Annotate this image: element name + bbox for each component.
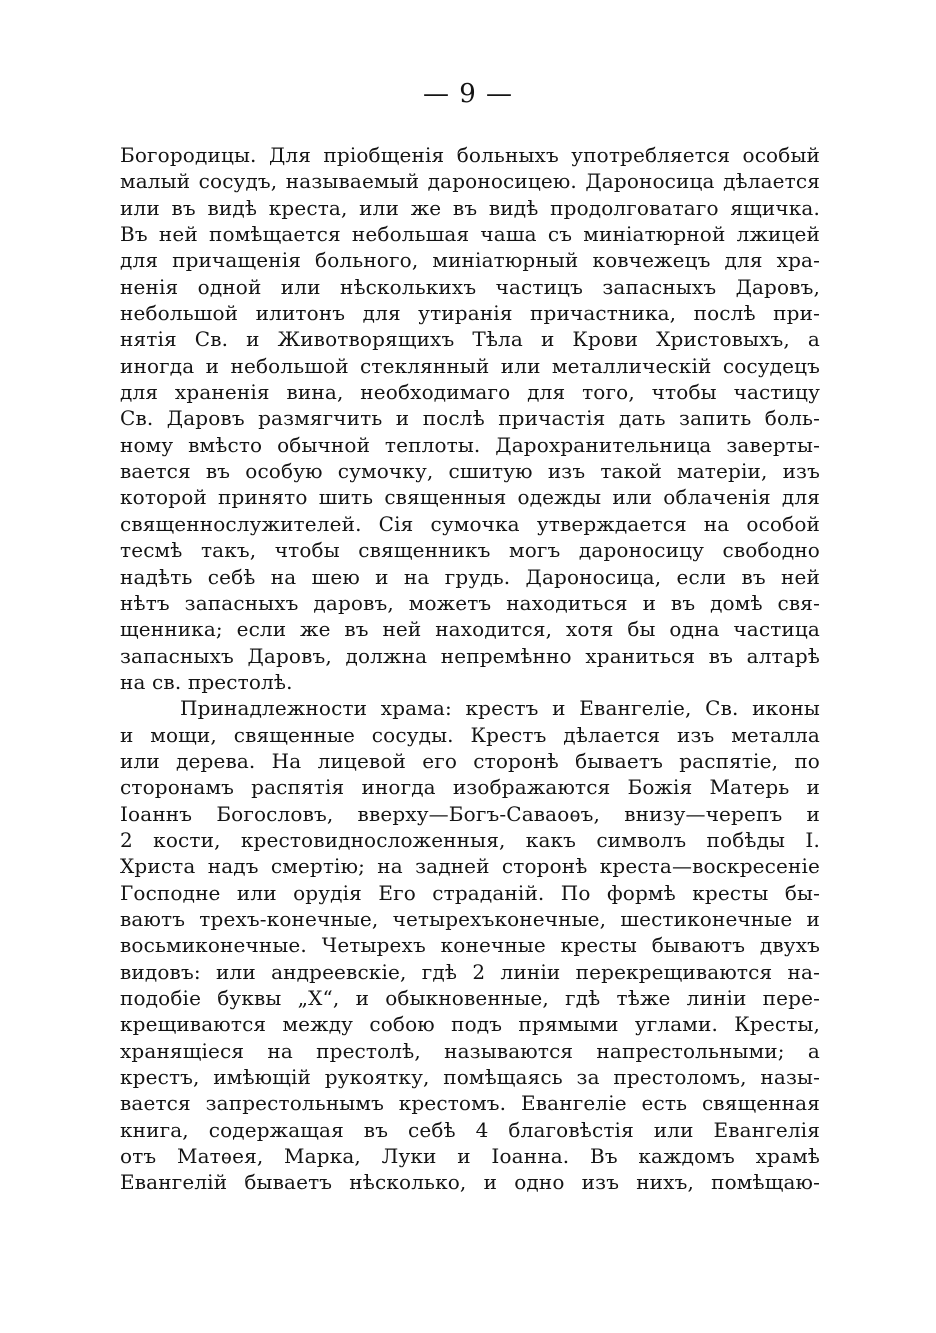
text-line: вается въ особую сумочку, сшитую изъ такой матеріи, изъ <box>120 459 820 484</box>
page-number: — 9 — <box>422 79 514 109</box>
text-line: иногда и небольшой стеклянный или металлическій сосудецъ <box>120 353 820 378</box>
text-line: запасныхъ Даровъ, должна непремѣнно храниться въ алтарѣ <box>120 643 820 668</box>
text-line: ненія одной или нѣсколькихъ частицъ запасныхъ Даровъ, <box>120 274 820 299</box>
text-line: книга, содержащая въ себѣ 4 благовѣстія или Евангелія <box>120 1117 820 1142</box>
text-line: нятія Св. и Животворящихъ Тѣла и Крови Христовыхъ, а <box>120 327 820 352</box>
text-line: Евангелій бываетъ нѣсколько, и одно изъ нихъ, помѣщаю- <box>120 1170 820 1195</box>
text-line: Въ ней помѣщается небольшая чаша съ миніатюрной лжицей <box>120 222 820 247</box>
text-line: восьмиконечные. Четырехъ конечные кресты бываютъ двухъ <box>120 933 820 958</box>
text-line: и мощи, священные сосуды. Крестъ дѣлается изъ металла <box>120 722 820 747</box>
text-line: для храненія вина, необходимаго для того, чтобы частицу <box>120 380 820 405</box>
text-line: Принадлежности храма: крестъ и Евангеліе, Св. иконы <box>180 696 820 721</box>
text-line: для причащенія больного, миніатюрный ковчежецъ для хра- <box>120 248 820 273</box>
text-line: или дерева. На лицевой его сторонѣ бываетъ распятіе, по <box>120 748 820 773</box>
text-line: подобіе буквы „Х“, и обыкновенные, гдѣ тѣже линіи пере- <box>120 986 820 1010</box>
text-line: 2 кости, крестовидносложенныя, какъ символъ побѣды І. <box>120 827 820 852</box>
text-line: нѣтъ запасныхъ даровъ, можетъ находиться и въ домѣ свя- <box>120 590 820 615</box>
text-line: небольшой илитонъ для утиранія причастника, послѣ при- <box>120 301 820 326</box>
paragraph-1 <box>120 142 820 695</box>
text-line: которой принято шить священныя одежды или облаченія для <box>120 485 820 510</box>
text-line: крестъ, имѣющій рукоятку, помѣщаясь за престоломъ, назы- <box>120 1065 820 1090</box>
text-line: Іоаннъ Богословъ, вверху—Богъ-Саваоѳъ, внизу—черепъ и <box>120 801 820 826</box>
text-line: или въ видѣ креста, или же въ видѣ продолговатаго ящичка. <box>120 195 820 220</box>
text-line: ному вмѣсто обычной теплоты. Дарохранительница заверты- <box>120 432 820 457</box>
text-line: крещиваются между собою подъ прямыми углами. Кресты, <box>120 1012 820 1037</box>
text-line: тесмѣ такъ, чтобы священникъ могъ дароносицу свободно <box>120 538 820 563</box>
text-line: хранящіеся на престолѣ, называются напрестольными; а <box>120 1038 820 1063</box>
text-line: ваютъ трехъ-конечные, четырехъконечные, шестиконечные и <box>120 906 820 931</box>
text-line: отъ Матѳея, Марка, Луки и Іоанна. Въ каждомъ храмѣ <box>120 1144 820 1169</box>
text-line: Господне или орудія Его страданій. По формѣ кресты бы- <box>120 880 820 905</box>
text-line: малый сосудъ, называемый дароносицею. Дароносица дѣлается <box>120 169 820 194</box>
paragraph-2 <box>120 695 820 1196</box>
text-line: щенника; если же въ ней находится, хотя бы одна частица <box>120 617 820 642</box>
text-line: Христа надъ смертію; на задней сторонѣ креста—воскресеніе <box>120 854 820 879</box>
text-line: сторонамъ распятія иногда изображаются Божія Матерь и <box>120 775 820 800</box>
body-text <box>120 142 820 1196</box>
text-line: вается запрестольнымъ крестомъ. Евангеліе есть священная <box>120 1091 820 1116</box>
text-line: Богородицы. Для пріобщенія больныхъ употребляется особый <box>120 143 820 167</box>
text-line: священнослужителей. Сія сумочка утверждается на особой <box>120 511 820 536</box>
text-line: надѣть себѣ на шею и на грудь. Дароносица, если въ ней <box>120 564 820 589</box>
text-line: Св. Даровъ размягчить и послѣ причастія дать запить боль- <box>120 406 820 431</box>
text-line: на св. престолѣ. <box>120 669 293 694</box>
text-line: видовъ: или андреевскіе, гдѣ 2 линіи перекрещиваются на- <box>120 959 820 984</box>
